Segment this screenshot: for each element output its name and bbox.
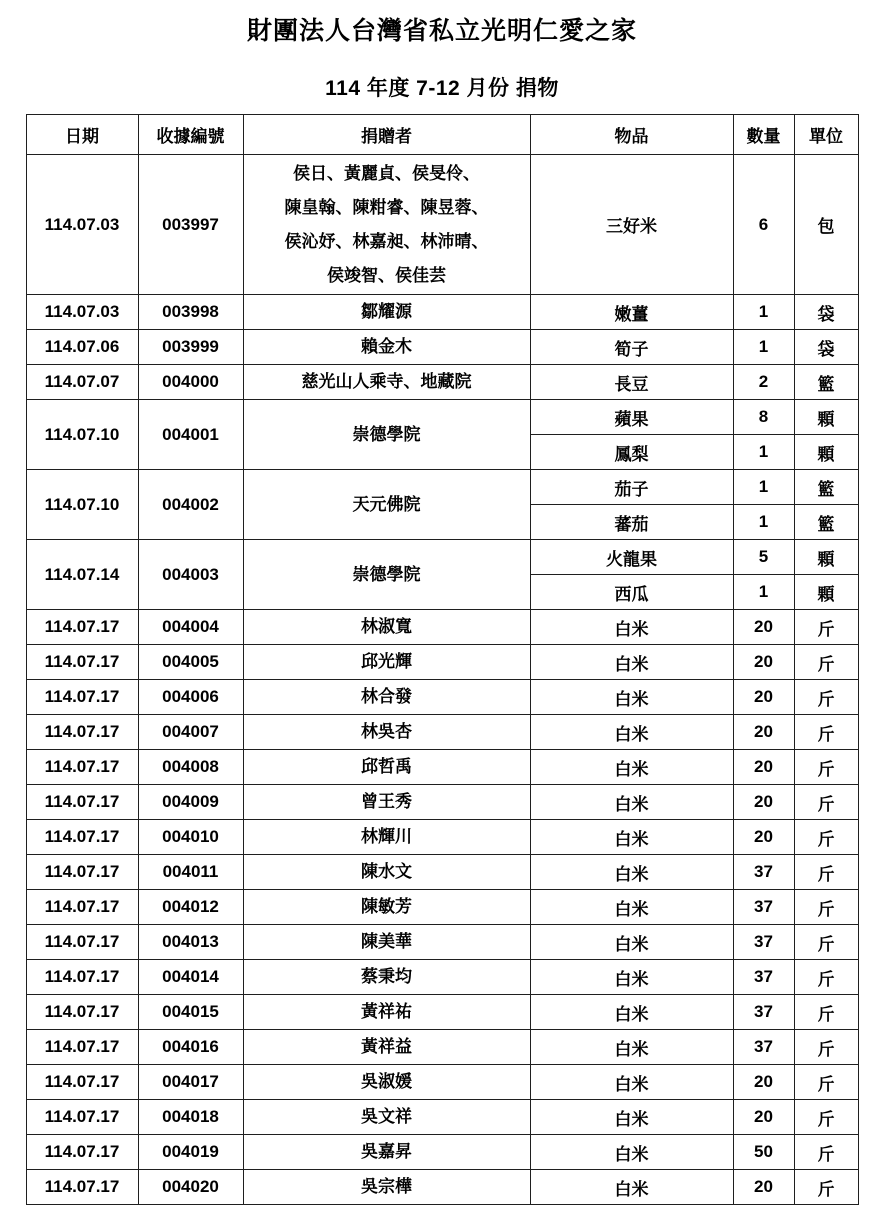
donor-cell (243, 645, 530, 680)
donor-name-line: 林淑寬 (361, 617, 412, 636)
quantity-cell: 37 (733, 995, 794, 1030)
quantity-cell: 20 (733, 785, 794, 820)
unit-cell: 斤 (794, 995, 858, 1030)
table-row (26, 925, 858, 960)
donor-name-line: 陳皇翰、陳粓睿、陳昱蓉、 (284, 197, 489, 217)
date-cell: 114.07.10 (26, 470, 138, 540)
quantity-cell: 6 (733, 155, 794, 295)
date-cell: 114.07.17 (26, 610, 138, 645)
donor-cell (243, 855, 530, 890)
date-cell: 114.07.03 (26, 295, 138, 330)
date-cell: 114.07.17 (26, 855, 138, 890)
date-cell: 114.07.07 (26, 365, 138, 400)
receipt-number-cell: 004006 (138, 680, 243, 715)
item-cell: 白米 (530, 1065, 733, 1100)
donor-cell (243, 365, 530, 400)
donor-cell (243, 1065, 530, 1100)
unit-cell: 顆 (794, 575, 858, 610)
column-header-date: 日期 (26, 115, 138, 155)
table-row (26, 715, 858, 750)
item-cell: 白米 (530, 1170, 733, 1205)
unit-cell: 袋 (794, 295, 858, 330)
donor-cell (243, 890, 530, 925)
item-cell: 白米 (530, 1030, 733, 1065)
quantity-cell: 1 (733, 295, 794, 330)
donor-cell (243, 680, 530, 715)
item-cell: 茄子 (530, 470, 733, 505)
column-header-quantity: 數量 (733, 115, 794, 155)
donor-name-line: 林合發 (361, 687, 412, 706)
quantity-cell: 37 (733, 960, 794, 995)
column-header-donor: 捐贈者 (243, 115, 530, 155)
table-row (26, 400, 858, 435)
donor-cell (243, 925, 530, 960)
unit-cell: 斤 (794, 715, 858, 750)
table-row (26, 330, 858, 365)
donor-name-line: 黃祥益 (361, 1037, 412, 1056)
donor-name-line: 侯竣智、侯佳芸 (327, 265, 446, 285)
donor-cell (243, 820, 530, 855)
item-cell: 嫩薑 (530, 295, 733, 330)
donor-cell (243, 785, 530, 820)
donor-name-line: 陳美華 (361, 932, 412, 951)
page-subtitle: 114 年度 7-12 月份 捐物 (325, 77, 559, 100)
quantity-cell: 37 (733, 890, 794, 925)
receipt-number-cell: 004001 (138, 400, 243, 470)
item-cell: 白米 (530, 715, 733, 750)
donor-name-line: 邱光輝 (361, 652, 412, 671)
quantity-cell: 20 (733, 1100, 794, 1135)
receipt-number-cell: 004003 (138, 540, 243, 610)
unit-cell: 斤 (794, 785, 858, 820)
receipt-number-cell: 004008 (138, 750, 243, 785)
quantity-cell: 37 (733, 1030, 794, 1065)
date-cell: 114.07.14 (26, 540, 138, 610)
table-row (26, 820, 858, 855)
quantity-cell: 1 (733, 470, 794, 505)
table-row (26, 1030, 858, 1065)
unit-cell: 斤 (794, 1030, 858, 1065)
donor-name-line: 慈光山人乘寺、地藏院 (301, 372, 472, 391)
unit-cell: 包 (794, 155, 858, 295)
donor-cell (243, 1100, 530, 1135)
quantity-cell: 5 (733, 540, 794, 575)
donation-table-body (26, 155, 858, 1205)
receipt-number-cell: 004005 (138, 645, 243, 680)
item-cell: 白米 (530, 995, 733, 1030)
unit-cell: 顆 (794, 540, 858, 575)
receipt-number-cell: 004013 (138, 925, 243, 960)
donor-name-line: 林輝川 (361, 827, 412, 846)
donor-name-line: 蔡秉均 (361, 967, 412, 986)
item-cell: 西瓜 (530, 575, 733, 610)
item-cell: 三好米 (530, 155, 733, 295)
unit-cell: 籃 (794, 505, 858, 540)
donor-name-line: 侯日、黃麗貞、侯旻伶、 (293, 163, 480, 183)
date-cell: 114.07.17 (26, 820, 138, 855)
quantity-cell: 20 (733, 1065, 794, 1100)
donor-name-line: 吳宗樺 (361, 1177, 412, 1196)
item-cell: 長豆 (530, 365, 733, 400)
donor-cell (243, 155, 530, 295)
donor-name-line: 侯沁妤、林嘉昶、林沛晴、 (284, 231, 489, 251)
table-row (26, 1065, 858, 1100)
table-row (26, 680, 858, 715)
item-cell: 白米 (530, 890, 733, 925)
receipt-number-cell: 004002 (138, 470, 243, 540)
table-row (26, 750, 858, 785)
page-title: 財團法人台灣省私立光明仁愛之家 (246, 17, 637, 45)
donor-name-line: 黃祥祐 (361, 1002, 412, 1021)
unit-cell: 斤 (794, 820, 858, 855)
table-row (26, 1170, 858, 1205)
table-row (26, 785, 858, 820)
unit-cell: 斤 (794, 1100, 858, 1135)
date-cell: 114.07.17 (26, 715, 138, 750)
date-cell: 114.07.17 (26, 645, 138, 680)
table-row (26, 365, 858, 400)
unit-cell: 袋 (794, 330, 858, 365)
table-row (26, 645, 858, 680)
unit-cell: 斤 (794, 855, 858, 890)
quantity-cell: 1 (733, 575, 794, 610)
donor-name-line: 邱哲禹 (361, 757, 412, 776)
quantity-cell: 20 (733, 750, 794, 785)
donor-name-line: 吳文祥 (361, 1107, 412, 1126)
quantity-cell: 20 (733, 680, 794, 715)
receipt-number-cell: 004015 (138, 995, 243, 1030)
quantity-cell: 2 (733, 365, 794, 400)
donor-name-line: 林吳杏 (361, 722, 412, 741)
item-cell: 鳳梨 (530, 435, 733, 470)
quantity-cell: 37 (733, 925, 794, 960)
date-cell: 114.07.17 (26, 890, 138, 925)
date-cell: 114.07.10 (26, 400, 138, 470)
unit-cell: 斤 (794, 890, 858, 925)
receipt-number-cell: 004016 (138, 1030, 243, 1065)
receipt-number-cell: 004017 (138, 1065, 243, 1100)
quantity-cell: 20 (733, 610, 794, 645)
receipt-number-cell: 004019 (138, 1135, 243, 1170)
receipt-number-cell: 003999 (138, 330, 243, 365)
unit-cell: 斤 (794, 1170, 858, 1205)
item-cell: 白米 (530, 610, 733, 645)
item-cell: 火龍果 (530, 540, 733, 575)
quantity-cell: 1 (733, 505, 794, 540)
table-row (26, 995, 858, 1030)
donor-name-line: 陳水文 (361, 862, 412, 881)
table-row (26, 295, 858, 330)
unit-cell: 斤 (794, 1135, 858, 1170)
donor-cell (243, 1170, 530, 1205)
receipt-number-cell: 004004 (138, 610, 243, 645)
quantity-cell: 20 (733, 1170, 794, 1205)
table-row (26, 1135, 858, 1170)
item-cell: 白米 (530, 925, 733, 960)
unit-cell: 斤 (794, 750, 858, 785)
donor-cell (243, 1030, 530, 1065)
column-header-item: 物品 (530, 115, 733, 155)
donor-name-line: 陳敏芳 (361, 897, 412, 916)
donation-table (26, 114, 859, 1205)
donor-cell (243, 295, 530, 330)
table-row (26, 855, 858, 890)
unit-cell: 顆 (794, 435, 858, 470)
date-cell: 114.07.17 (26, 1065, 138, 1100)
quantity-cell: 20 (733, 820, 794, 855)
quantity-cell: 8 (733, 400, 794, 435)
donor-cell (243, 330, 530, 365)
quantity-cell: 1 (733, 330, 794, 365)
unit-cell: 斤 (794, 925, 858, 960)
donor-name-line: 崇德學院 (352, 564, 421, 584)
receipt-number-cell: 004018 (138, 1100, 243, 1135)
donor-cell (243, 715, 530, 750)
donor-name-line: 曾王秀 (361, 792, 412, 811)
date-cell: 114.07.17 (26, 680, 138, 715)
unit-cell: 斤 (794, 1065, 858, 1100)
quantity-cell: 20 (733, 645, 794, 680)
receipt-number-cell: 004009 (138, 785, 243, 820)
column-header-receipt-number: 收據編號 (138, 115, 243, 155)
table-row (26, 155, 858, 295)
item-cell: 白米 (530, 960, 733, 995)
item-cell: 白米 (530, 820, 733, 855)
donor-cell (243, 1135, 530, 1170)
date-cell: 114.07.06 (26, 330, 138, 365)
table-header-row (26, 115, 858, 155)
table-row (26, 470, 858, 505)
item-cell: 白米 (530, 645, 733, 680)
donor-name-line: 吳淑媛 (361, 1072, 412, 1091)
unit-cell: 斤 (794, 680, 858, 715)
quantity-cell: 50 (733, 1135, 794, 1170)
item-cell: 白米 (530, 1100, 733, 1135)
donor-name-line: 鄒耀源 (361, 302, 412, 321)
date-cell: 114.07.17 (26, 960, 138, 995)
unit-cell: 籃 (794, 470, 858, 505)
donor-cell (243, 750, 530, 785)
unit-cell: 顆 (794, 400, 858, 435)
receipt-number-cell: 004010 (138, 820, 243, 855)
table-row (26, 960, 858, 995)
quantity-cell: 20 (733, 715, 794, 750)
item-cell: 白米 (530, 1135, 733, 1170)
unit-cell: 斤 (794, 610, 858, 645)
receipt-number-cell: 003998 (138, 295, 243, 330)
donor-cell (243, 610, 530, 645)
receipt-number-cell: 004014 (138, 960, 243, 995)
quantity-cell: 37 (733, 855, 794, 890)
unit-cell: 斤 (794, 960, 858, 995)
donor-cell (243, 995, 530, 1030)
date-cell: 114.07.17 (26, 785, 138, 820)
date-cell: 114.07.17 (26, 750, 138, 785)
date-cell: 114.07.17 (26, 995, 138, 1030)
column-header-unit: 單位 (794, 115, 858, 155)
date-cell: 114.07.03 (26, 155, 138, 295)
donor-name-line: 吳嘉昇 (361, 1142, 412, 1161)
donor-name-line: 賴金木 (361, 337, 412, 356)
quantity-cell: 1 (733, 435, 794, 470)
unit-cell: 斤 (794, 645, 858, 680)
receipt-number-cell: 004012 (138, 890, 243, 925)
donor-cell (243, 400, 530, 470)
item-cell: 白米 (530, 680, 733, 715)
donor-name-line: 天元佛院 (352, 494, 421, 514)
unit-cell: 籃 (794, 365, 858, 400)
date-cell: 114.07.17 (26, 1135, 138, 1170)
receipt-number-cell: 003997 (138, 155, 243, 295)
table-row (26, 890, 858, 925)
item-cell: 蘋果 (530, 400, 733, 435)
table-header (26, 115, 858, 155)
donor-cell (243, 540, 530, 610)
receipt-number-cell: 004007 (138, 715, 243, 750)
item-cell: 白米 (530, 855, 733, 890)
date-cell: 114.07.17 (26, 1030, 138, 1065)
table-row (26, 610, 858, 645)
receipt-number-cell: 004020 (138, 1170, 243, 1205)
date-cell: 114.07.17 (26, 1170, 138, 1205)
donor-cell (243, 960, 530, 995)
receipt-number-cell: 004011 (138, 855, 243, 890)
table-row (26, 540, 858, 575)
item-cell: 白米 (530, 785, 733, 820)
item-cell: 蕃茄 (530, 505, 733, 540)
date-cell: 114.07.17 (26, 1100, 138, 1135)
donor-cell (243, 470, 530, 540)
item-cell: 白米 (530, 750, 733, 785)
receipt-number-cell: 004000 (138, 365, 243, 400)
date-cell: 114.07.17 (26, 925, 138, 960)
item-cell: 筍子 (530, 330, 733, 365)
donor-name-line: 崇德學院 (352, 424, 421, 444)
table-row (26, 1100, 858, 1135)
